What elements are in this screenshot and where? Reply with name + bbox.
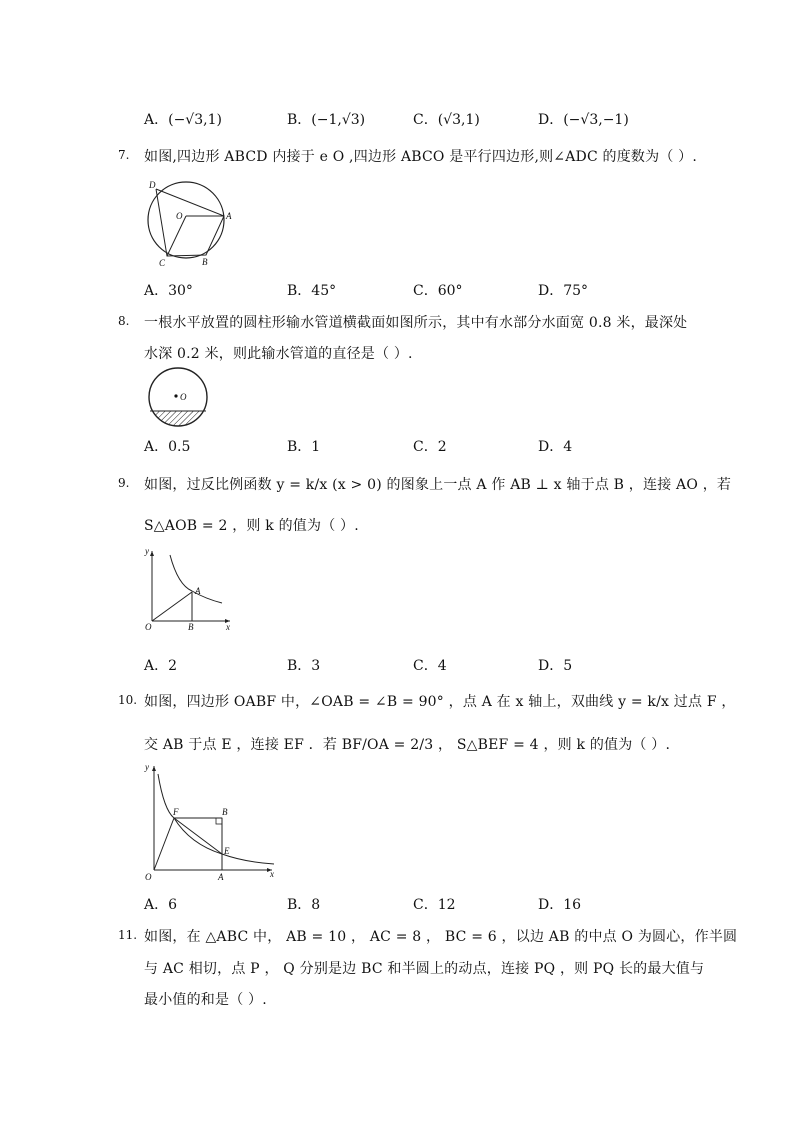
q11-number: 11. <box>118 928 138 942</box>
q9-number: 9. <box>118 476 130 490</box>
q10-line-2: 交 AB 于点 E ，连接 EF ．若 BF/OA = 2/3 ， S△BEF = 4 ，则 k 的值为（ ）. <box>144 737 671 753</box>
q9-option-c: C．4 <box>413 658 447 674</box>
q7-label-a: A <box>226 211 232 221</box>
q7-label-d: D <box>149 180 156 190</box>
q9-label-y: y <box>145 546 149 556</box>
q6-option-a: A．(−√3,1) <box>144 112 222 128</box>
q6-option-b: B．(−1,√3) <box>287 112 366 128</box>
q10-option-c: C．12 <box>413 897 456 913</box>
q11-line-3: 最小值的和是（ ）. <box>144 992 267 1008</box>
q9-line-2: S△AOB = 2 ，则 k 的值为（ ）. <box>144 518 359 534</box>
q9-label-x: x <box>226 622 230 632</box>
q9-line-1: 如图，过反比例函数 y = k/x (x > 0) 的图象上一点 A 作 AB ⊥ x 轴于点 B ，连接 AO ，若 <box>144 477 732 493</box>
q10-figure <box>140 760 280 884</box>
q10-label-a: A <box>218 872 224 882</box>
q7-label-o: O <box>176 211 183 221</box>
q7-figure <box>140 176 240 268</box>
q9-figure <box>140 545 240 635</box>
q7-label-c: C <box>159 258 166 268</box>
q6-option-d: D．(−√3,−1) <box>538 112 629 128</box>
q7-option-d: D．75° <box>538 283 589 299</box>
q8-option-d: D．4 <box>538 439 573 455</box>
q9-option-b: B．3 <box>287 658 321 674</box>
q7-number: 7. <box>118 148 130 162</box>
q11-line-2: 与 AC 相切，点 P ， Q 分别是边 BC 和半圆上的动点，连接 PQ ，则 PQ 长的最大值与 <box>144 961 705 977</box>
q11-line-1: 如图，在 △ABC 中， AB = 10 ， AC = 8 ， BC = 6 ，以边 AB 的中点 O 为圆心，作半圆 <box>144 929 738 945</box>
q10-number: 10. <box>118 693 138 707</box>
q8-number: 8. <box>118 314 130 328</box>
q10-label-x: x <box>270 869 274 879</box>
q10-label-y: y <box>145 762 149 772</box>
q7-label-b: B <box>202 257 208 267</box>
q10-label-e: E <box>224 846 230 856</box>
q7-option-c: C．60° <box>413 283 463 299</box>
q10-option-d: D．16 <box>538 897 582 913</box>
q9-label-b: B <box>188 622 194 632</box>
q10-label-o: O <box>145 872 152 882</box>
q8-option-b: B．1 <box>287 439 321 455</box>
q9-option-a: A．2 <box>144 658 178 674</box>
q10-line-1: 如图，四边形 OABF 中，∠OAB = ∠B = 90° ，点 A 在 x 轴上，双曲线 y = k/x 过点 F ， <box>144 694 736 710</box>
q8-figure <box>142 366 214 428</box>
q10-label-b: B <box>222 807 228 817</box>
q9-option-d: D．5 <box>538 658 573 674</box>
q8-label-o: O <box>180 392 187 402</box>
q9-label-a: A <box>195 586 201 596</box>
q10-option-b: B．8 <box>287 897 321 913</box>
q7-option-b: B．45° <box>287 283 337 299</box>
q9-label-o: O <box>145 622 152 632</box>
q7-option-a: A．30° <box>144 283 193 299</box>
q8-option-c: C．2 <box>413 439 447 455</box>
q6-option-c: C．(√3,1) <box>413 112 480 128</box>
q10-label-f: F <box>173 807 179 817</box>
q8-line-1: 一根水平放置的圆柱形输水管道横截面如图所示，其中有水部分水面宽 0.8 米，最深处 <box>144 315 688 331</box>
q8-option-a: A．0.5 <box>144 439 191 455</box>
q10-option-a: A．6 <box>144 897 178 913</box>
q8-line-2: 水深 0.2 米，则此输水管道的直径是（ ）. <box>144 346 413 362</box>
q7-text: 如图,四边形 ABCD 内接于 e O ,四边形 ABCO 是平行四边形,则∠ADC 的度数为（ ）. <box>144 149 698 165</box>
